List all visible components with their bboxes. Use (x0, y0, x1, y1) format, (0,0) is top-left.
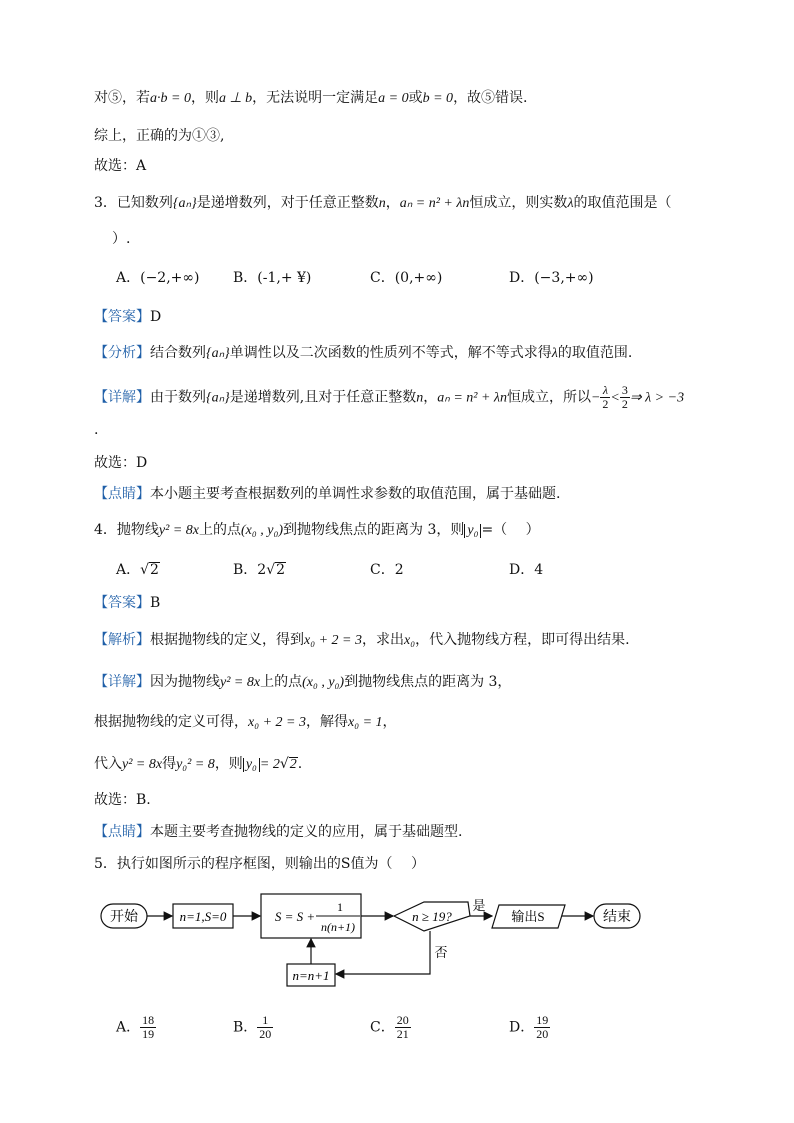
process-numerator: 1 (337, 900, 343, 914)
tag: 【答案】 (94, 309, 150, 325)
text: 3．已知数列 (94, 195, 173, 211)
math: x₀ + 2 = 3 (304, 633, 362, 648)
text: 代入 (94, 756, 122, 772)
math: ⇒ λ > −3 (629, 390, 685, 406)
math: λ (551, 346, 558, 361)
numerator: 1 (257, 1014, 273, 1028)
math: {aₙ} (172, 196, 197, 211)
math: (x₀ , y₀) (241, 523, 283, 538)
q5-option-a (116, 1014, 156, 1041)
text: 本小题主要考查根据数列的单调性求参数的取值范围，属于基础题. (150, 486, 561, 502)
q2-summary: 综上，正确的为①③, (94, 128, 225, 144)
text: 是递增数列,且对于任意正整数 (229, 389, 417, 406)
end-label: 结束 (603, 910, 631, 925)
math: a·b = 0 (150, 91, 191, 106)
text: 单调性以及二次函数的性质列不等式，解不等式求得 (229, 345, 552, 361)
text: =（ ） (481, 522, 540, 538)
text: ，则 (190, 90, 219, 106)
text: 上的点 (260, 674, 303, 690)
text: 恒成立，所以 (506, 389, 591, 406)
text: ，无法说明一定满足 (252, 90, 379, 106)
tag: 【解析】 (94, 632, 150, 648)
abs-value: y₀ (243, 758, 260, 772)
text: 或 (408, 90, 423, 106)
tag: 【分析】 (94, 345, 150, 361)
math: {aₙ} (206, 390, 230, 406)
q3-option-d: D．(−3,+∞) (509, 270, 594, 286)
option-label: A． (116, 1019, 141, 1036)
text: 上的点 (199, 522, 241, 538)
numerator: 20 (396, 1013, 409, 1027)
math: λ (567, 196, 574, 211)
math: = 2 (259, 757, 280, 772)
increment-label: n=n+1 (292, 968, 330, 983)
q5-option-c (370, 1014, 411, 1041)
decision-label: n ≥ 19? (412, 909, 452, 924)
abs-value: y₀ (464, 524, 481, 538)
radicand: 2 (150, 562, 159, 578)
math: n (378, 196, 386, 211)
q3-option-c: C．(0,+∞) (370, 270, 443, 286)
text: B．2 (233, 562, 267, 578)
math: aₙ = n² + λn (399, 196, 470, 211)
math: y₀² = 8 (176, 757, 215, 772)
math: {aₙ} (206, 346, 230, 361)
text: ， (382, 714, 397, 730)
q3-option-b: B．(-1,+ ¥) (233, 270, 312, 286)
no-label: 否 (434, 945, 448, 960)
text: D (150, 309, 162, 325)
text: ， (423, 389, 438, 406)
q2-choice: 故选：A (94, 158, 147, 174)
tag: 【详解】 (94, 674, 150, 690)
math: b = 0 (422, 91, 454, 106)
math: x₀ = 1 (347, 715, 383, 730)
text: 到抛物线焦点的距离为 3，则 (283, 522, 465, 538)
math: y² = 8x (158, 523, 199, 538)
tag: 【详解】 (94, 389, 150, 406)
output-label: 输出S (511, 909, 545, 924)
tag: 【点睛】 (94, 486, 150, 502)
fraction (534, 1014, 550, 1041)
math: a = 0 (378, 91, 409, 106)
tag: 【答案】 (94, 595, 150, 611)
text: 结合数列 (150, 345, 206, 361)
text: ， (385, 195, 400, 211)
yes-label: 是 (472, 898, 486, 913)
q4-option-c: C．2 (370, 562, 404, 578)
q5-option-d (509, 1014, 550, 1041)
process-lhs: S = S + (274, 909, 316, 924)
text: ，解得 (305, 714, 348, 730)
q3-choice: 故选：D (94, 455, 148, 471)
math: (x₀ , y₀) (302, 675, 345, 690)
fraction (140, 1014, 156, 1041)
q3-option-a: A．(−2,+∞) (116, 270, 200, 286)
math: − (590, 390, 601, 406)
q4-option-a: A．√2 (116, 562, 159, 578)
denominator: 20 (536, 1027, 549, 1041)
math: y² = 8x (122, 757, 163, 772)
tag: 【点睛】 (94, 824, 150, 840)
numerator: λ (600, 384, 610, 398)
text: 恒成立，则实数 (469, 195, 568, 211)
math: n (416, 390, 424, 406)
q4-detail-3: 代入y² = 8x得y₀² = 8，则 y₀ = 2√2. (94, 756, 303, 772)
q4-option-d: D．4 (509, 562, 544, 578)
text: ，故⑤错误. (453, 90, 528, 106)
math: y² = 8x (220, 675, 261, 690)
init-label: n=1,S=0 (179, 909, 227, 924)
text: 4．抛物线 (94, 522, 159, 538)
text: B (150, 595, 161, 611)
process-denominator: n(n+1) (320, 920, 356, 934)
denominator: 19 (142, 1027, 155, 1041)
numerator: 3 (621, 383, 628, 397)
text: 根据抛物线的定义，得到 (150, 632, 304, 648)
text: 因为抛物线 (150, 674, 220, 690)
fraction (395, 1014, 411, 1041)
fraction (257, 1014, 273, 1041)
text: 根据抛物线的定义可得， (94, 714, 248, 730)
math: x₀ (403, 633, 416, 648)
q3-detail-dot: . (94, 422, 99, 438)
math: a ⊥ b (218, 91, 253, 106)
math: x₀ + 2 = 3 (248, 715, 306, 730)
q5-option-b (233, 1014, 273, 1041)
numerator: 18 (142, 1013, 155, 1027)
text: 到抛物线焦点的距离为 3， (344, 674, 512, 690)
option-label: C． (370, 1019, 395, 1036)
math: aₙ = n² + λn (437, 390, 507, 406)
text: 得 (162, 756, 177, 772)
radicand: 2 (276, 562, 286, 578)
q4-option-b: B．2√2 (233, 562, 286, 578)
text: 的取值范围是（ (573, 195, 672, 211)
text: ，则 (214, 756, 243, 772)
denominator: 2 (602, 397, 609, 411)
text: A． (116, 562, 141, 578)
math: < (610, 390, 620, 406)
q3-stem-end: ）. (112, 231, 131, 247)
text: ，求出 (361, 632, 404, 648)
text: . (297, 756, 303, 772)
q5-stem: 5．执行如图所示的程序框图，则输出的S值为（ ） (94, 856, 425, 872)
text: 对⑤，若 (94, 90, 150, 106)
text: 是递增数列，对于任意正整数 (196, 195, 379, 211)
radicand: 2 (289, 757, 297, 772)
text: ，代入抛物线方程，即可得出结果. (415, 632, 630, 648)
option-label: B． (233, 1019, 258, 1036)
option-label: D． (509, 1019, 535, 1036)
text: 本题主要考查抛物线的定义的应用，属于基础题型. (150, 824, 463, 840)
start-label: 开始 (110, 910, 138, 925)
text: 的取值范围. (557, 345, 633, 361)
text: 由于数列 (150, 389, 206, 406)
denominator: 21 (396, 1027, 409, 1041)
numerator: 19 (536, 1013, 549, 1027)
denominator: 2 (621, 397, 628, 411)
q4-choice: 故选：B. (94, 792, 151, 808)
denominator: 20 (259, 1027, 272, 1041)
